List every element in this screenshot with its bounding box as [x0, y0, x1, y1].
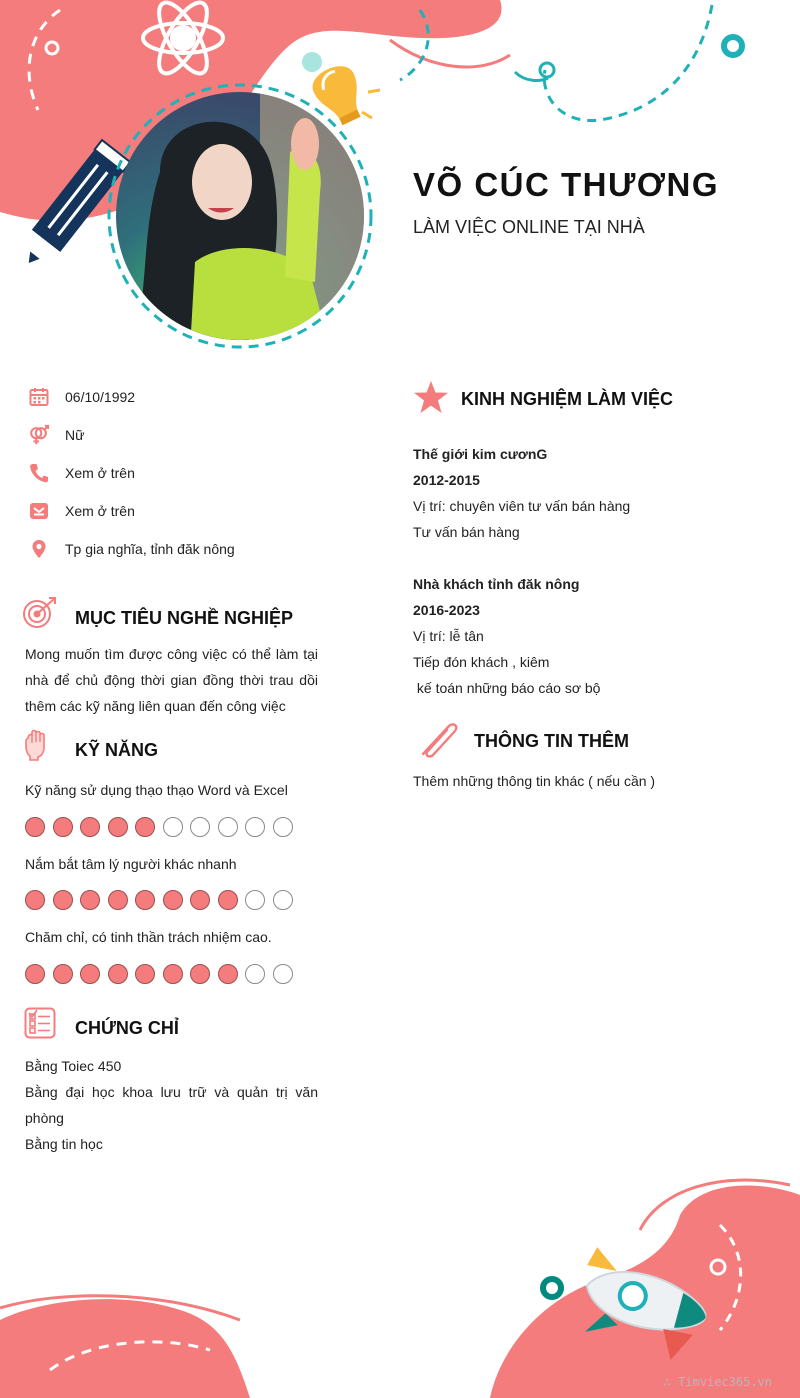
rating-dot-filled [135, 817, 155, 837]
objective-text: Mong muốn tìm được công việc có thể làm tại nhà để chủ động thời gian đồng thời trau dồi thêm các kỹ năng liên quan đến công việc [25, 646, 318, 714]
rating-dot-filled [108, 817, 128, 837]
rating-dot-filled [135, 964, 155, 984]
contact-email [28, 499, 135, 523]
skill-2-label: Nắm bắt tâm lý người khác nhanh [25, 856, 237, 872]
star-icon [413, 380, 449, 419]
objective-header [22, 596, 293, 635]
calendar-icon [28, 386, 50, 408]
rating-dot-filled [108, 890, 128, 910]
rating-dot-empty [190, 817, 210, 837]
job-1-position: Vị trí: chuyên viên tư vấn bán hàng [413, 498, 631, 514]
certificates-header [24, 1007, 179, 1044]
job-2-description-2: kế toán những báo cáo sơ bộ [413, 680, 601, 696]
rating-dot-filled [163, 964, 183, 984]
skill-3-label: Chăm chỉ, có tinh thần trách nhiệm cao. [25, 929, 272, 945]
skills-header [24, 729, 158, 766]
certificate-1: Bằng Toiec 450 [25, 1058, 122, 1074]
birthday-value: 06/10/1992 [65, 389, 136, 405]
rating-dot-empty [163, 817, 183, 837]
rating-dot-filled [53, 890, 73, 910]
additional-title: THÔNG TIN THÊM [474, 731, 629, 751]
rating-dot-filled [53, 817, 73, 837]
rating-dot-empty [218, 817, 238, 837]
experience-header [413, 380, 673, 419]
job-2-position: Vị trí: lễ tân [413, 628, 484, 644]
contact-gender [28, 423, 85, 447]
rating-dot-filled [135, 890, 155, 910]
skills-title: KỸ NĂNG [75, 740, 159, 760]
job-1-description: Tư vấn bán hàng [413, 524, 520, 540]
certificates-title: CHỨNG CHỈ [75, 1018, 179, 1038]
rating-dot-filled [25, 817, 45, 837]
email-icon [28, 500, 50, 522]
rating-dot-filled [53, 964, 73, 984]
rating-dot-empty [273, 817, 293, 837]
rating-dot-filled [25, 964, 45, 984]
rating-dot-filled [218, 890, 238, 910]
objective-title: MỤC TIÊU NGHỀ NGHIỆP [75, 607, 294, 628]
job-2-description-1: Tiếp đón khách , kiêm [413, 654, 550, 670]
job-1 [413, 441, 793, 545]
rating-dot-empty [245, 817, 265, 837]
additional-header [415, 716, 629, 765]
watermark: ∴ Timviec365.vn [663, 1375, 772, 1389]
certificate-2: Bằng đại học khoa lưu trữ và quản trị văn phòng [25, 1084, 318, 1126]
job-2 [413, 571, 793, 701]
paperclip-icon [415, 716, 461, 765]
rating-dot-empty [245, 964, 265, 984]
candidate-name: VÕ CÚC THƯƠNG [413, 166, 720, 203]
rating-dot-empty [245, 890, 265, 910]
rating-dot-filled [163, 890, 183, 910]
rating-dot-empty [273, 964, 293, 984]
experience-title: KINH NGHIỆM LÀM VIỆC [461, 389, 674, 409]
rating-dot-filled [190, 890, 210, 910]
target-icon [22, 596, 60, 635]
email-value: Xem ở trên [65, 503, 135, 519]
skill-1-rating [25, 817, 293, 837]
profile-photo [100, 82, 376, 350]
job-1-period: 2012-2015 [413, 472, 480, 488]
rating-dot-filled [218, 964, 238, 984]
skill-3-rating [25, 964, 293, 984]
gender-icon [28, 424, 50, 446]
skill-1-label: Kỹ năng sử dụng thạo thạo Word và Excel [25, 782, 288, 798]
rating-dot-filled [80, 817, 100, 837]
contact-birthday [28, 385, 136, 409]
rating-dot-filled [80, 964, 100, 984]
contact-phone [28, 461, 135, 485]
rating-dot-filled [25, 890, 45, 910]
job-1-company: Thế giới kim cươnG [413, 446, 548, 462]
rating-dot-filled [80, 890, 100, 910]
certificate-3: Bằng tin học [25, 1136, 103, 1152]
phone-value: Xem ở trên [65, 465, 135, 481]
address-value: Tp gia nghĩa, tỉnh đăk nông [65, 541, 235, 557]
additional-text: Thêm những thông tin khác ( nếu cần ) [413, 773, 656, 789]
checklist-icon [24, 1007, 56, 1044]
contact-address [28, 537, 235, 561]
skill-2-rating [25, 890, 293, 910]
rating-dot-filled [108, 964, 128, 984]
job-2-company: Nhà khách tỉnh đăk nông [413, 576, 580, 592]
rating-dot-filled [190, 964, 210, 984]
rating-dot-empty [273, 890, 293, 910]
candidate-role: LÀM VIỆC ONLINE TẠI NHÀ [413, 217, 645, 237]
location-pin-icon [28, 538, 50, 560]
fist-icon [24, 729, 48, 766]
gender-value: Nữ [65, 427, 85, 443]
job-2-period: 2016-2023 [413, 602, 480, 618]
phone-icon [28, 462, 50, 484]
